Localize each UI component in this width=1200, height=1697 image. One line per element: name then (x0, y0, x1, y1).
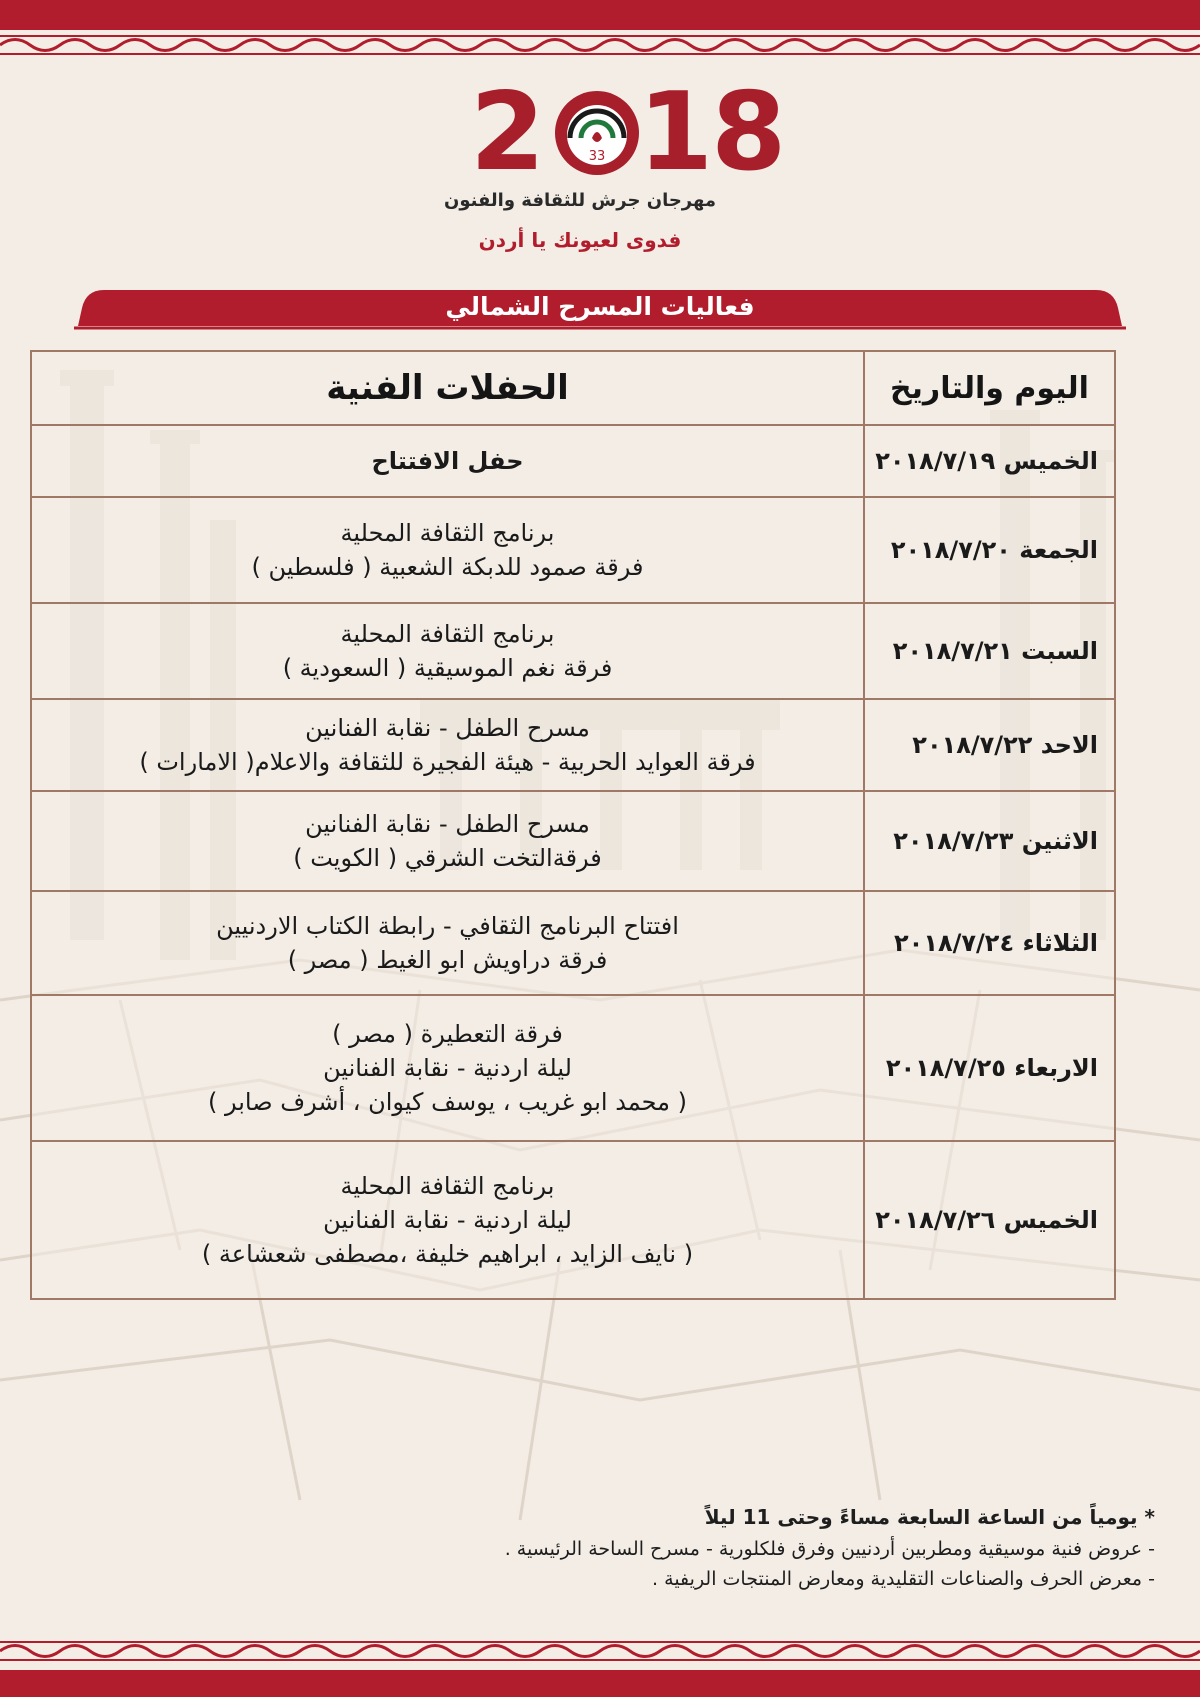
daily-schedule-note: * يومياً من الساعة السابعة مساءً وحتى 11 ليلاً (704, 1505, 1155, 1529)
concert-line: ( محمد ابو غريب ، يوسف كيوان ، أشرف صابر ) (207, 1088, 687, 1116)
concert-line: فرقة صمود للدبكة الشعبية ( فلسطين ) (251, 553, 644, 581)
schedule-table (30, 350, 1116, 1300)
date-column-header: اليوم والتاريخ (864, 351, 1115, 425)
concert-line: برنامج الثقافة المحلية (340, 519, 555, 547)
table-row (31, 891, 1115, 995)
table-row (31, 497, 1115, 603)
row-concerts (31, 425, 864, 497)
row-concerts (31, 995, 864, 1141)
concert-line: فرقة التعطيرة ( مصر ) (332, 1020, 563, 1048)
logo-year-right: 18 (638, 70, 785, 195)
row-date: الثلاثاء ٢٠١٨/٧/٢٤ (864, 891, 1115, 995)
table-row (31, 425, 1115, 497)
table-row (31, 1141, 1115, 1299)
table-row (31, 791, 1115, 891)
concert-line: فرقة العوايد الحربية - هيئة الفجيرة للثقافة والاعلام( الامارات ) (139, 748, 756, 776)
logo-year-left: 2 (470, 70, 544, 195)
row-date: الاحد ٢٠١٨/٧/٢٢ (864, 699, 1115, 791)
row-concerts (31, 891, 864, 995)
bottom-ornament-border (0, 1640, 1200, 1662)
footer-notes (40, 1500, 1155, 1594)
bottom-red-bar (0, 1670, 1200, 1697)
row-date: الاربعاء ٢٠١٨/٧/٢٥ (864, 995, 1115, 1141)
concert-line: فرقةالتخت الشرقي ( الكويت ) (293, 844, 602, 872)
row-concerts (31, 1141, 864, 1299)
table-row (31, 699, 1115, 791)
concerts-column-header: الحفلات الفنية (31, 351, 864, 425)
concert-line: ( نايف الزايد ، ابراهيم خليفة ،مصطفى شعشاعة ) (201, 1240, 694, 1268)
table-row (31, 603, 1115, 699)
concert-line: افتتاح البرنامج الثقافي - رابطة الكتاب الاردنيين (216, 912, 679, 940)
row-date: السبت ٢٠١٨/٧/٢١ (864, 603, 1115, 699)
concert-line: مسرح الطفل - نقابة الفنانين (305, 714, 590, 742)
section-title: فعاليات المسرح الشمالي (445, 292, 755, 321)
top-red-bar (0, 0, 1200, 30)
note-item: - عروض فنية موسيقية ومطربين أردنيين وفرق فلكلورية - مسرح الساحة الرئيسية . (504, 1538, 1155, 1560)
concert-line: ليلة اردنية - نقابة الفنانين (323, 1054, 572, 1082)
note-item: - معرض الحرف والصناعات التقليدية ومعارض المنتجات الريفية . (652, 1568, 1155, 1590)
concert-line: فرقة نغم الموسيقية ( السعودية ) (282, 654, 613, 682)
row-date: الخميس ٢٠١٨/٧/٢٦ (864, 1141, 1115, 1299)
table-row (31, 995, 1115, 1141)
row-date: الجمعة ٢٠١٨/٧/٢٠ (864, 497, 1115, 603)
row-concerts (31, 497, 864, 603)
concert-line: برنامج الثقافة المحلية (340, 1172, 555, 1200)
concert-line: فرقة دراويش ابو الغيط ( مصر ) (287, 946, 608, 974)
table-header-row (31, 351, 1115, 425)
concert-line: مسرح الطفل - نقابة الفنانين (305, 810, 590, 838)
concert-line: ليلة اردنية - نقابة الفنانين (323, 1206, 572, 1234)
concert-line: برنامج الثقافة المحلية (340, 620, 555, 648)
concert-line: حفل الافتتاح (371, 447, 524, 475)
row-date: الخميس ٢٠١٨/٧/١٩ (864, 425, 1115, 497)
row-concerts (31, 603, 864, 699)
logo-edition: 33 (588, 149, 606, 164)
festival-slogan: فدوى لعيونك يا أردن (478, 228, 682, 252)
festival-name: مهرجان جرش للثقافة والفنون (443, 190, 717, 211)
row-concerts (31, 791, 864, 891)
top-ornament-border (0, 34, 1200, 56)
jerash-emblem-icon (552, 88, 642, 178)
row-concerts (31, 699, 864, 791)
row-date: الاثنين ٢٠١٨/٧/٢٣ (864, 791, 1115, 891)
festival-logo (470, 70, 785, 195)
